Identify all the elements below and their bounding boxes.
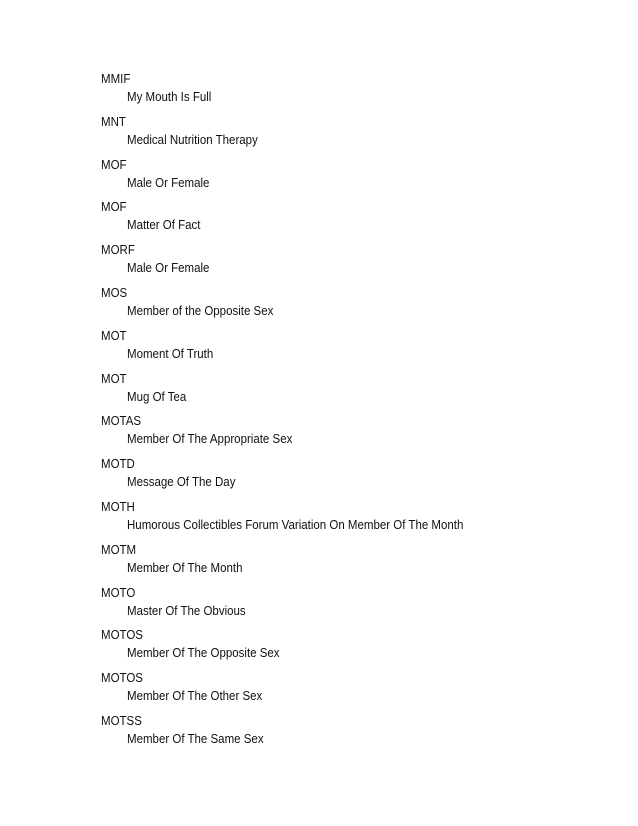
acronym-definition: Mug Of Tea [127,389,187,404]
acronym-term: MOTOS [101,628,143,643]
acronym-term: MOTO [101,585,136,600]
glossary-entry [101,626,601,669]
glossary-entry [101,455,601,498]
acronym-definition: Master Of The Obvious [127,603,246,618]
acronym-term: MOTAS [101,414,142,429]
glossary-entry [101,498,601,541]
acronym-term: MOTD [101,457,135,472]
acronym-definition: Member Of The Month [127,560,243,575]
acronym-definition: Male Or Female [127,261,210,276]
glossary-entry [101,284,601,327]
glossary-entry [101,712,601,755]
glossary-entry [101,156,601,199]
acronym-term: MNT [101,114,126,129]
acronym-definition: Message Of The Day [127,475,236,490]
glossary-entry [101,70,601,113]
acronym-term: MOS [101,285,128,300]
acronym-definition: Matter Of Fact [127,218,201,233]
glossary-entry [101,541,601,584]
acronym-definition: Member Of The Other Sex [127,689,263,704]
glossary-entry [101,198,601,241]
glossary-entry [101,412,601,455]
acronym-glossary [101,70,601,755]
acronym-term: MOTSS [101,713,142,728]
acronym-definition: Moment Of Truth [127,346,214,361]
acronym-definition: Member Of The Same Sex [127,731,264,746]
acronym-term: MOF [101,200,127,215]
acronym-definition: My Mouth Is Full [127,90,212,104]
glossary-entry [101,370,601,413]
acronym-term: MOT [101,371,127,386]
acronym-term: MOF [101,157,127,172]
acronym-term: MORF [101,243,135,258]
glossary-entry [101,584,601,627]
acronym-definition: Humorous Collectibles Forum Variation On Member Of The Month [127,517,464,532]
glossary-entry [101,669,601,712]
acronym-term: MOTH [101,499,135,514]
acronym-definition: Member of the Opposite Sex [127,303,274,318]
glossary-entry [101,241,601,284]
acronym-term: MOTOS [101,671,143,686]
acronym-definition: Member Of The Opposite Sex [127,646,280,661]
acronym-term: MOT [101,328,127,343]
acronym-definition: Member Of The Appropriate Sex [127,432,293,447]
acronym-definition: Medical Nutrition Therapy [127,132,258,147]
glossary-entry [101,113,601,156]
glossary-entry [101,327,601,370]
acronym-term: MOTM [101,542,137,557]
acronym-definition: Male Or Female [127,175,210,190]
acronym-term: MMIF [101,72,131,86]
